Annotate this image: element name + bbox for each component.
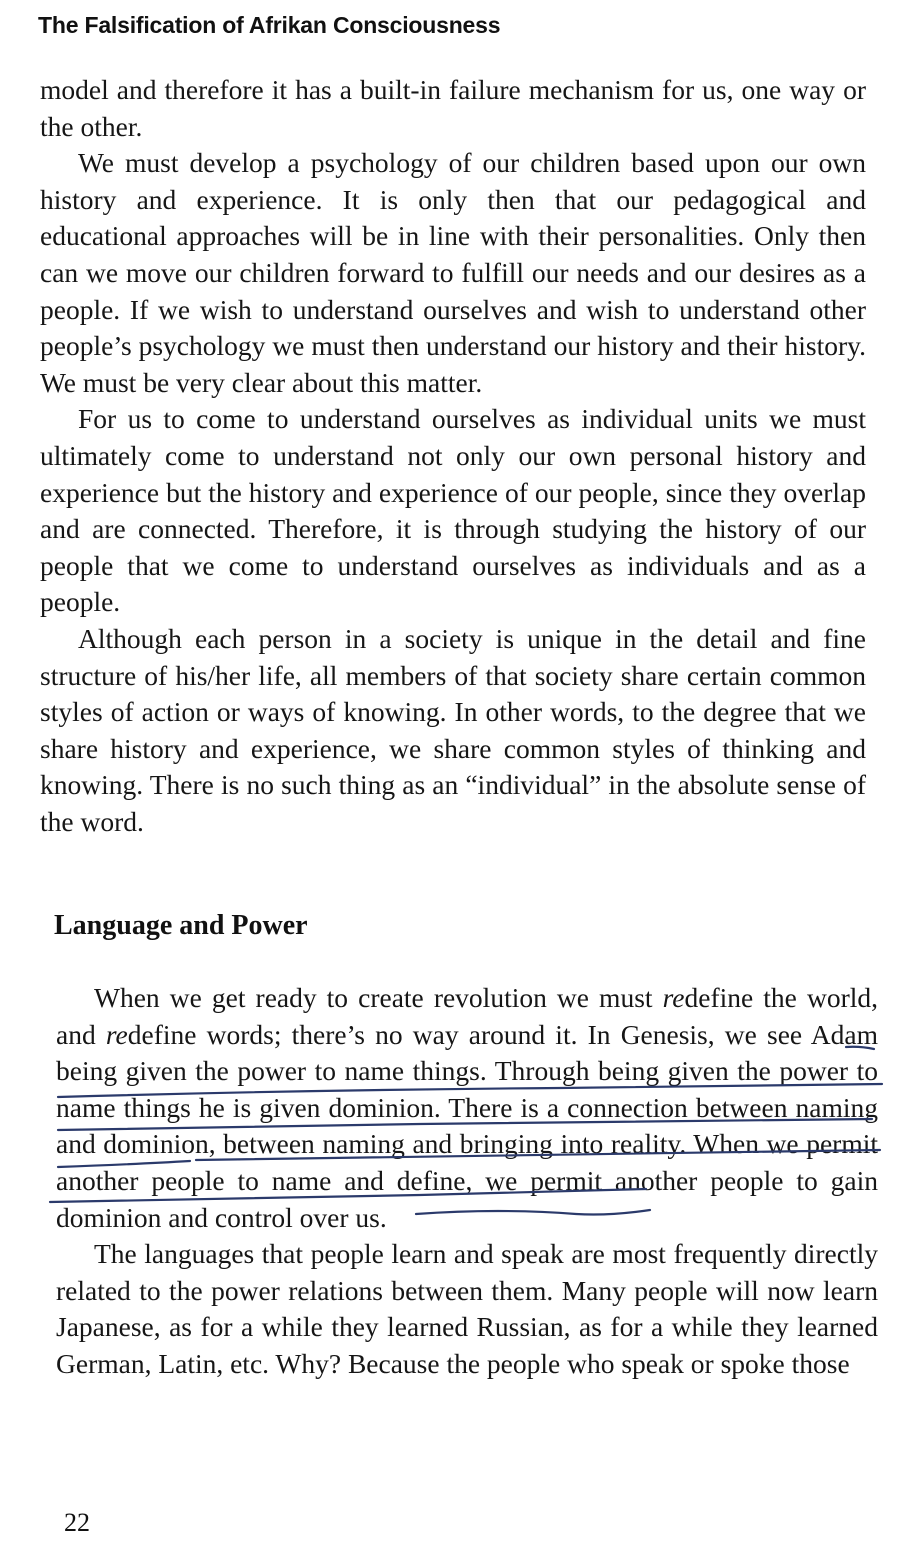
text-run: define the world, and (56, 982, 878, 1050)
paragraph: Although each person in a society is unique in the detail and fine structure of his/her life, all members of that society share certain common styles of action or ways of knowing. In other words, to the degree that we share history and experience, we share common styles of thinking and knowing. There is no such thing as an “individual” in the absolute sense of the word. (40, 622, 866, 837)
paragraph: The languages that people learn and speak are most frequently directly related to the power relations between them. Many people will now learn Japanese, as for a while they learned Russian, as for a while they learned German, Latin, etc. Why? Because the people who speak or spoke those (56, 1238, 878, 1379)
italic-prefix: re (662, 982, 685, 1013)
section-heading: Language and Power (54, 910, 308, 941)
body-text-top (40, 72, 866, 840)
paragraph: For us to come to understand ourselves as individual units we must ultimately come to understand not only our own personal history and experience but the history and experience of our people, since they overlap and are connected. Therefore, it is through studying the history of our people that we come to understand ourselves as individuals and as a people. (40, 403, 866, 618)
italic-prefix: re (105, 1018, 128, 1050)
running-head: The Falsification of Afrikan Consciousness (38, 12, 501, 38)
text-run: When we get ready to create revolution we must (94, 982, 663, 1013)
paragraph: model and therefore it has a built-in failure mechanism for us, one way or the other. (40, 74, 866, 142)
paragraph: We must develop a psychology of our children based upon our own history and experience. It is only then that our pedagogical and educational approaches will be in line with their personalities. Only then can we move our children forward to fulfill our needs and our desires as a people. If we wish to understand ourselves and wish to understand other people’s psychology we must then understand our history and their history. We must be very clear about this matter. (40, 147, 866, 398)
paragraph (56, 980, 878, 1236)
text-run: define words; there’s no way around it. In Genesis, we see Adam being given the power to name things. Through being given the power to name things he is given dominion. There is a connection between naming and dominion, between naming and bringing into reality. When we permit another people to name and define, we permit another people to gain dominion and control over us. (56, 1018, 878, 1233)
body-text-bottom (56, 980, 878, 1383)
page-number: 22 (64, 1508, 90, 1537)
